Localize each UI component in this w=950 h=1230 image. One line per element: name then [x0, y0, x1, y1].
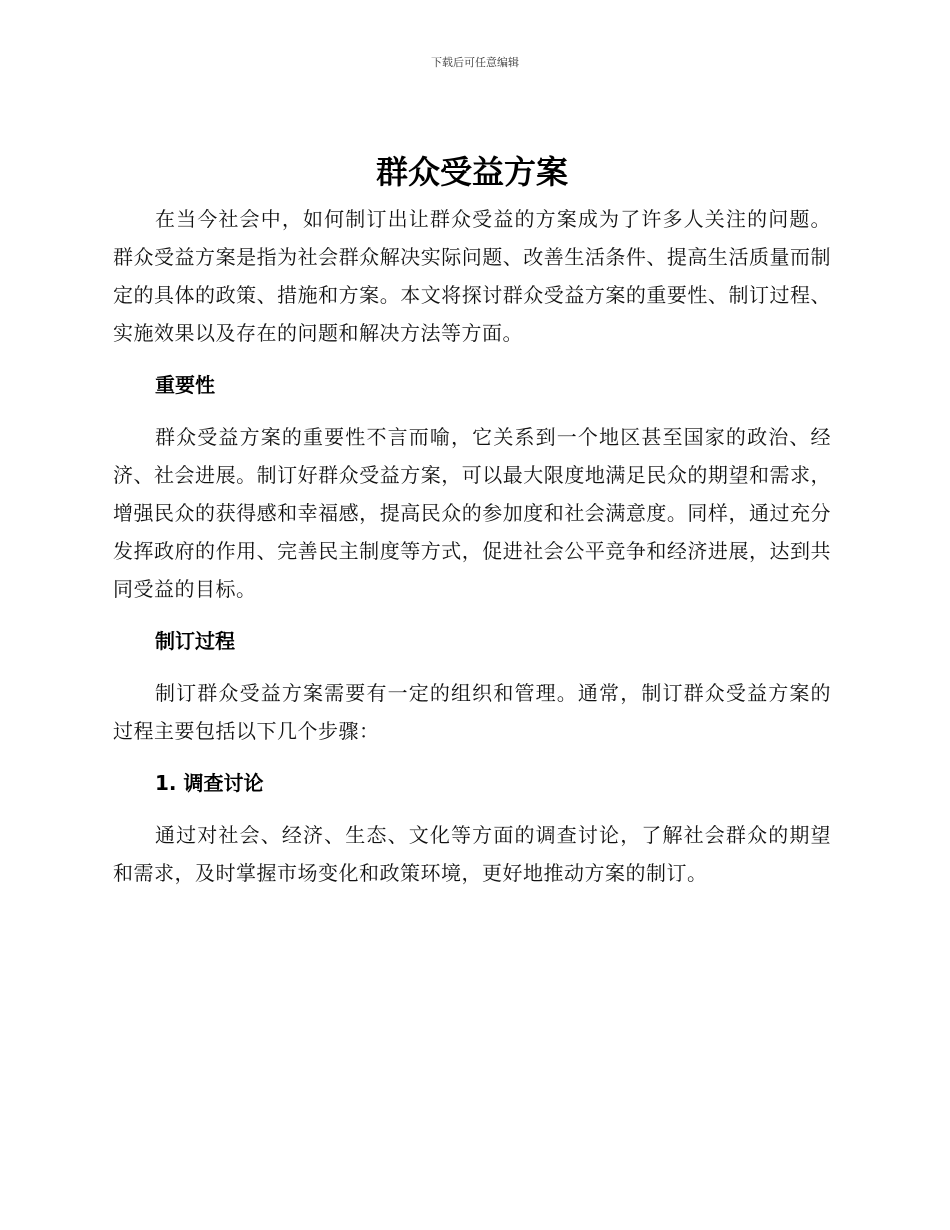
document-title: 群众受益方案	[375, 153, 568, 191]
section-body-process: 制订群众受益方案需要有一定的组织和管理。通常，制订群众受益方案的过程主要包括以下几个步骤：	[113, 681, 831, 743]
page-header: 下载后可任意编辑	[431, 56, 519, 69]
section-body-survey: 通过对社会、经济、生态、文化等方面的调查讨论，了解社会群众的期望和需求，及时掌握市场变化和政策环境，更好地推动方案的制订。	[113, 823, 831, 885]
intro-paragraph: 在当今社会中，如何制订出让群众受益的方案成为了许多人关注的问题。群众受益方案是指为社会群众解决实际问题、改善生活条件、提高生活质量而制定的具体的政策、措施和方案。本文将探讨群众受益方案的重要性、制订过程、实施效果以及存在的问题和解决方法等方面。	[113, 207, 831, 345]
section-heading-process: 制订过程	[155, 629, 235, 653]
section-heading-importance: 重要性	[155, 373, 215, 397]
document-body	[113, 150, 831, 892]
section-body-importance: 群众受益方案的重要性不言而喻，它关系到一个地区甚至国家的政治、经济、社会进展。制订好群众受益方案，可以最大限度地满足民众的期望和需求，增强民众的获得感和幸福感，提高民众的参加度和社会满意度。同样，通过充分发挥政府的作用、完善民主制度等方式，促进社会公平竞争和经济进展，达到共同受益的目标。	[113, 425, 831, 601]
section-heading-survey: 1. 调查讨论	[155, 771, 264, 795]
